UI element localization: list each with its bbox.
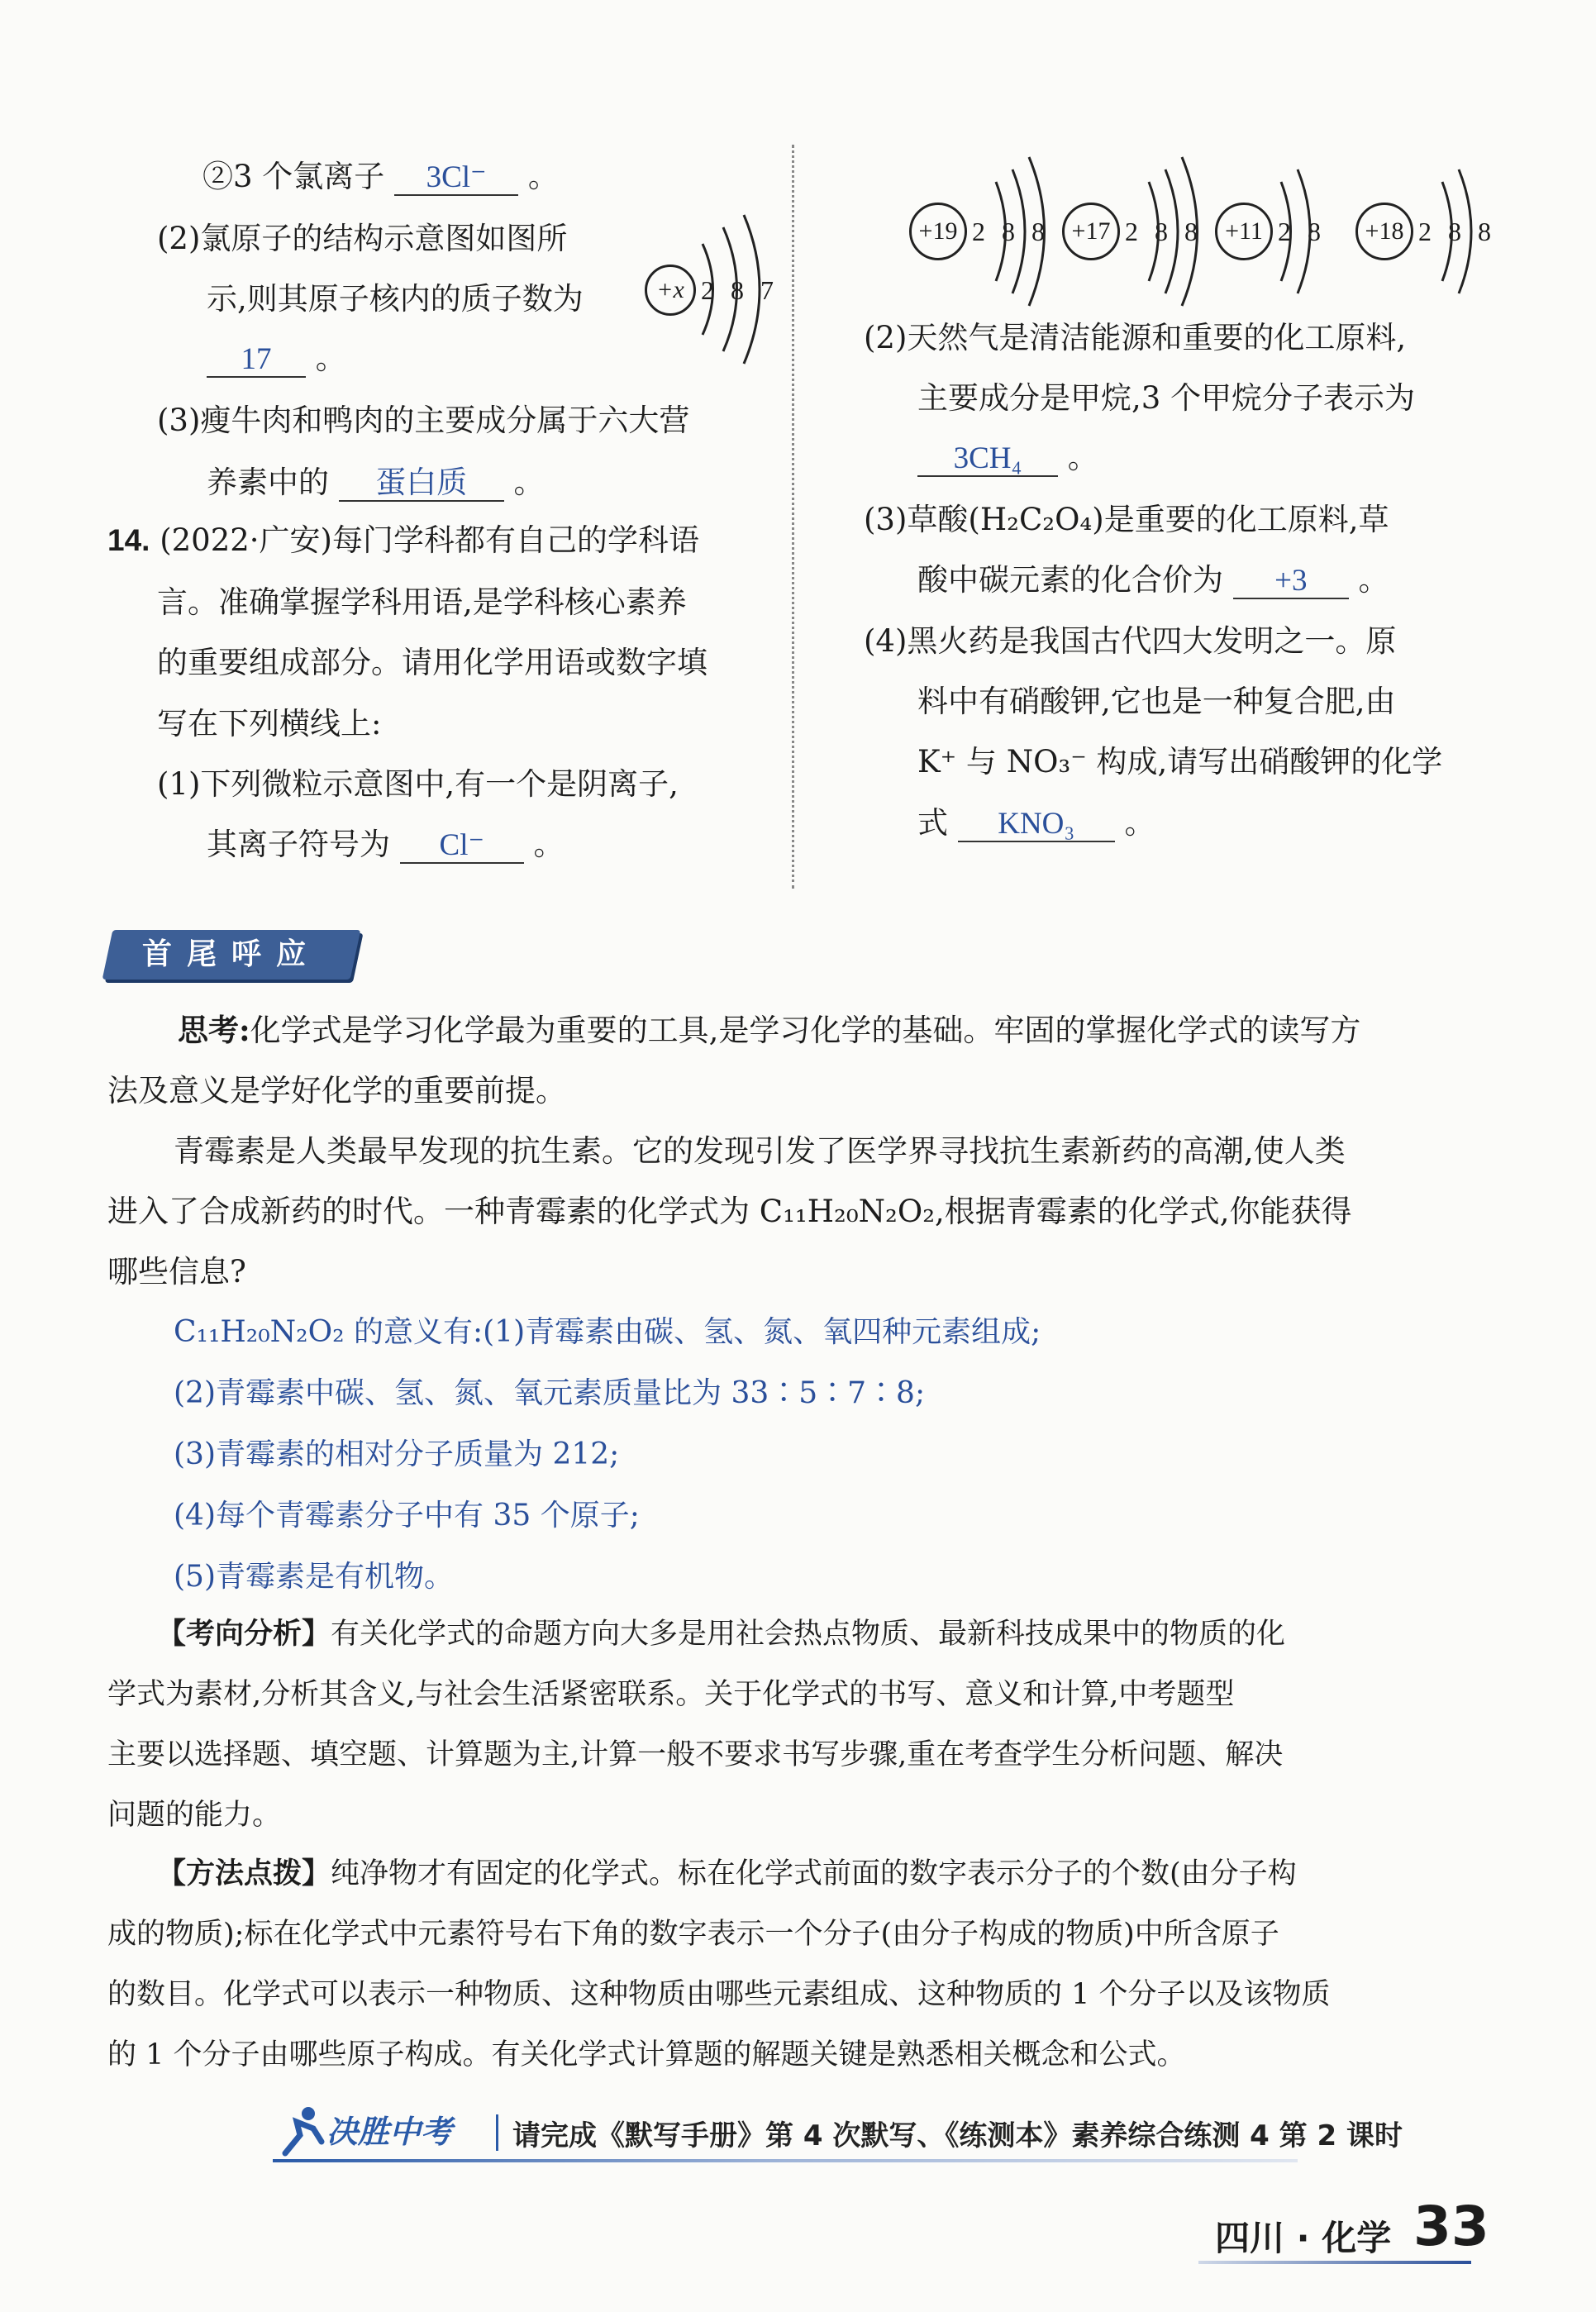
q14-part1-line2: 其离子符号为 Cl⁻ 。 bbox=[207, 827, 565, 862]
analysis-paragraph: 【考向分析】有关化学式的命题方向大多是用社会热点物质、最新科技成果中的物质的化 学式为素材,分析其含义,与社会生活紧密联系。关于化学式的书写、意义和计算,中考题型 主要以选择题、填空题、计算题为主,计算一般不要求书写步骤,重在考查学生分析问题、解决 问题的能力。 bbox=[107, 1617, 1286, 1832]
think-label: 思考: bbox=[178, 1012, 250, 1048]
q14-part1-line1: (1)下列微粒示意图中,有一个是阴离子, bbox=[157, 766, 679, 802]
q14-part4-line1: (4)黑火药是我国古代四大发明之一。原 bbox=[864, 623, 1397, 659]
atom-nucleus: +18 bbox=[1355, 203, 1413, 260]
method-label: 【方法点拨】 bbox=[157, 1857, 331, 1890]
answer-item: C₁₁H₂₀N₂O₂ 的意义有:(1)青霉素由碳、氢、氮、氧四种元素组成; bbox=[174, 1315, 1041, 1349]
q14-part2-line1: (2)天然气是清洁能源和重要的化工原料, bbox=[864, 320, 1407, 355]
section-title: 首尾呼应 bbox=[141, 937, 321, 971]
q13-part2-answer-line: 17 。 bbox=[207, 339, 346, 379]
column-divider bbox=[792, 145, 794, 889]
q14-part3-line2: 酸中碳元素的化合价为 +3 。 bbox=[917, 562, 1389, 598]
answer-blank: 17 bbox=[207, 343, 306, 378]
q14-part3-line1: (3)草酸(H₂C₂O₄)是重要的化工原料,草 bbox=[864, 502, 1389, 537]
answer-item: (2)青霉素中碳、氢、氮、氧元素质量比为 33∶5∶7∶8; bbox=[174, 1376, 926, 1410]
answer-blank: Cl⁻ bbox=[400, 829, 524, 864]
page-number-line bbox=[1198, 2261, 1471, 2264]
q14-line4: 写在下列横线上: bbox=[157, 706, 382, 741]
q14-part2-answer-line: 3CH₄ 。 bbox=[917, 438, 1098, 478]
q14-part4-line3: K⁺ 与 NO₃⁻ 构成,请写出硝酸钾的化学 bbox=[917, 744, 1443, 779]
q14-line2: 言。准确掌握学科用语,是学科核心素养 bbox=[157, 584, 687, 620]
answer-item: (3)青霉素的相对分子质量为 212; bbox=[174, 1437, 620, 1471]
answer-item: (5)青霉素是有机物。 bbox=[174, 1560, 454, 1594]
q14-line1: 14. (2022·广安)每门学科都有自己的学科语 bbox=[107, 522, 699, 558]
atom-nucleus: +x bbox=[645, 265, 696, 316]
answer-blank: 3CH₄ bbox=[917, 442, 1058, 477]
atom-shells: 2 8 7 bbox=[701, 274, 779, 305]
q14-part4-line4: 式 KNO₃ 。 bbox=[917, 805, 1155, 841]
q13-part3-line1: (3)瘦牛肉和鸭肉的主要成分属于六大营 bbox=[157, 403, 690, 438]
page-subject: 四川 · 化学 bbox=[1215, 2218, 1392, 2258]
q13-part3-line2: 养素中的 蛋白质 。 bbox=[207, 465, 545, 500]
q14-part2-line2: 主要成分是甲烷,3 个甲烷分子表示为 bbox=[917, 380, 1416, 416]
runner-icon bbox=[277, 2104, 326, 2162]
atom-shells: 2 8 8 bbox=[972, 216, 1050, 246]
answer-blank: 3Cl⁻ bbox=[394, 161, 518, 196]
answer-blank: 蛋白质 bbox=[339, 467, 504, 502]
q13-part2-line1: (2)氯原子的结构示意图如图所 bbox=[157, 221, 568, 256]
question-number: 14. bbox=[107, 523, 150, 557]
footer-divider bbox=[496, 2114, 498, 2151]
atom-shells: 2 8 bbox=[1278, 216, 1326, 246]
q14-line3: 的重要组成部分。请用化学用语或数字填 bbox=[157, 645, 707, 680]
q14-part4-line2: 料中有硝酸钾,它也是一种复合肥,由 bbox=[917, 684, 1396, 719]
footer-text: 请完成《默写手册》第 4 次默写、《练测本》素养综合练测 4 第 2 课时 bbox=[512, 2119, 1403, 2152]
atom-nucleus: +17 bbox=[1062, 203, 1120, 260]
footer-underline bbox=[273, 2159, 1298, 2162]
q13-item-2: ②3 个氯离子 3Cl⁻ 。 bbox=[202, 159, 559, 194]
answer-blank: KNO₃ bbox=[958, 808, 1115, 842]
footer-logo: 决胜中考 bbox=[326, 2114, 453, 2150]
atom-nucleus: +19 bbox=[909, 203, 967, 260]
atom-shells: 2 8 8 bbox=[1125, 216, 1203, 246]
think-paragraph: 思考:化学式是学习化学最为重要的工具,是学习化学的基础。牢固的掌握化学式的读写方 法及意义是学好化学的重要前提。 青霉素是人类最早发现的抗生素。它的发现引发了医学界寻找抗生素新药的高潮,使人类 进入了合成新药的时代。一种青霉素的化学式为 C₁₁H₂₀N₂O₂,根据青霉素的化学式,你能获得 哪些信息? bbox=[107, 1012, 1361, 1289]
answer-item: (4)每个青霉素分子中有 35 个原子; bbox=[174, 1499, 640, 1533]
atom-shells: 2 8 8 bbox=[1418, 216, 1496, 246]
electron-shell-arcs bbox=[909, 153, 1488, 310]
method-paragraph: 【方法点拨】纯净物才有固定的化学式。标在化学式前面的数字表示分子的个数(由分子构 成的物质);标在化学式中元素符号右下角的数字表示一个分子(由分子构成的物质)中所含原子 的数目。化学式可以表示一种物质、这种物质由哪些元素组成、这种物质的 1 个分子以及该物质 的 1 个分子由哪些原子构成。有关化学式计算题的解题关键是熟悉相关概念和公式。 bbox=[107, 1857, 1331, 2071]
section-title-banner bbox=[102, 930, 361, 980]
electron-shell-arcs bbox=[686, 211, 777, 368]
atom-nucleus: +11 bbox=[1215, 203, 1273, 260]
analysis-label: 【考向分析】 bbox=[157, 1617, 331, 1651]
answer-list bbox=[107, 1302, 1479, 1608]
page-number: 33 bbox=[1413, 2195, 1489, 2258]
answer-blank: +3 bbox=[1233, 565, 1349, 599]
q13-part2-line2: 示,则其原子核内的质子数为 bbox=[207, 281, 584, 317]
